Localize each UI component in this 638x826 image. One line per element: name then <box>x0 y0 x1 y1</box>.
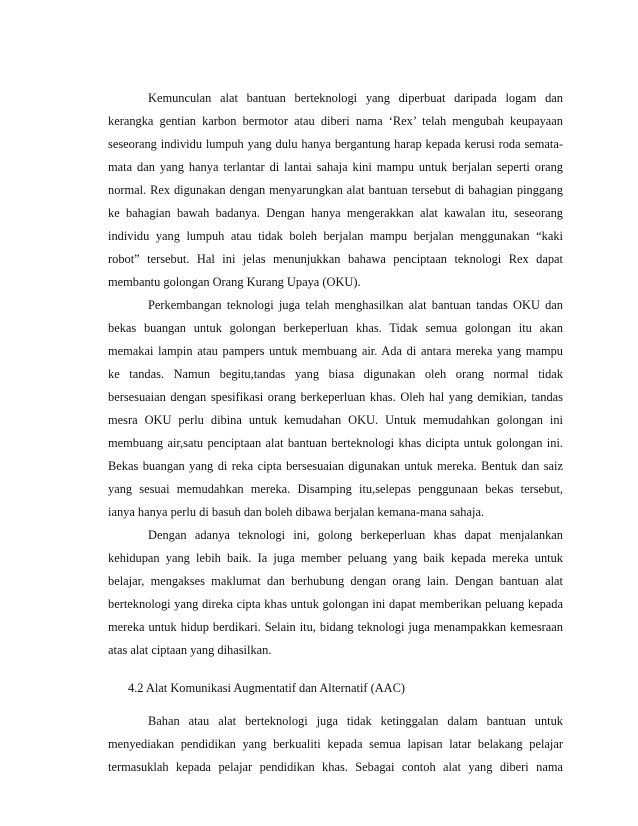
text-line: termasuklah kepada pelajar pendidikan khas. Sebagai contoh alat yang diberi nama <box>108 760 563 774</box>
text-line: robot” tersebut. Hal ini jelas menunjukkan bahawa penciptaan teknologi Rex dapat <box>108 252 563 266</box>
text-line: ianya hanya perlu di basuh dan boleh dibawa berjalan kemana-mana sahaja. <box>108 505 485 519</box>
text-line: ke bahagian bawah badanya. Dengan hanya mengerakkan alat kawalan itu, seseorang <box>108 206 563 220</box>
text-line: seseorang individu lumpuh yang dulu hanya bergantung harap kepada kerusi roda semata- <box>108 137 563 151</box>
text-line: Dengan adanya teknologi ini, golong berkeperluan khas dapat menjalankan <box>148 528 563 542</box>
text-line: Bekas buangan yang di reka cipta bersesuaian digunakan untuk mereka. Bentuk dan saiz <box>108 459 563 473</box>
text-line: mereka untuk hidup berdikari. Selain itu, bidang teknologi juga menampakkan kemesraan <box>108 620 563 634</box>
text-line: yang sesuai memudahkan mereka. Disamping itu,selepas penggunaan bekas tersebut, <box>108 482 563 496</box>
text-line: atas alat ciptaan yang dihasilkan. <box>108 643 272 657</box>
text-line: membantu golongan Orang Kurang Upaya (OKU). <box>108 275 361 289</box>
text-line: belajar, mengakses maklumat dan berhubung dengan orang lain. Dengan bantuan alat <box>108 574 563 588</box>
text-line: kerangka gentian karbon bermotor atau diberi nama ‘Rex’ telah mengubah keupayaan <box>108 114 563 128</box>
text-line: Perkembangan teknologi juga telah menghasilkan alat bantuan tandas OKU dan <box>148 298 563 312</box>
section-heading: 4.2 Alat Komunikasi Augmentatif dan Alternatif (AAC) <box>128 681 406 695</box>
text-line: berteknologi yang direka cipta khas untuk golongan ini dapat memberikan peluang kepada <box>108 597 563 611</box>
text-line: Bahan atau alat berteknologi juga tidak ketinggalan dalam bantuan untuk <box>148 714 563 728</box>
text-line: membuang air,satu penciptaan alat bantuan berteknologi khas dicipta untuk golongan ini. <box>108 436 563 450</box>
text-line: menyediakan pendidikan yang berkualiti kepada semua lapisan latar belakang pelajar <box>108 737 563 751</box>
text-line: normal. Rex digunakan dengan menyarungkan alat bantuan tersebut di bahagian pinggang <box>108 183 563 197</box>
text-line: mata dan yang hanya terlantar di lantai sahaja kini mampu untuk berjalan seperti orang <box>108 160 563 174</box>
text-line: mesra OKU perlu dibina untuk kemudahan OKU. Untuk memudahkan golongan ini <box>108 413 563 427</box>
text-line: kehidupan yang lebih baik. Ia juga member peluang yang baik kepada mereka untuk <box>108 551 563 565</box>
text-line: memakai lampin atau pampers untuk membuang air. Ada di antara mereka yang mampu <box>108 344 563 358</box>
text-line: Kemunculan alat bantuan berteknologi yang diperbuat daripada logam dan <box>148 91 563 105</box>
text-line: individu yang lumpuh atau tidak boleh berjalan mampu berjalan menggunakan “kaki <box>108 229 563 243</box>
text-line: ke tandas. Namun begitu,tandas yang biasa digunakan oleh orang normal tidak <box>108 367 563 381</box>
text-line: bekas buangan untuk golongan berkeperluan khas. Tidak semua golongan itu akan <box>108 321 563 335</box>
text-line: bersesuaian dengan spesifikasi orang berkeperluan khas. Oleh hal yang demikian, tandas <box>108 390 563 404</box>
